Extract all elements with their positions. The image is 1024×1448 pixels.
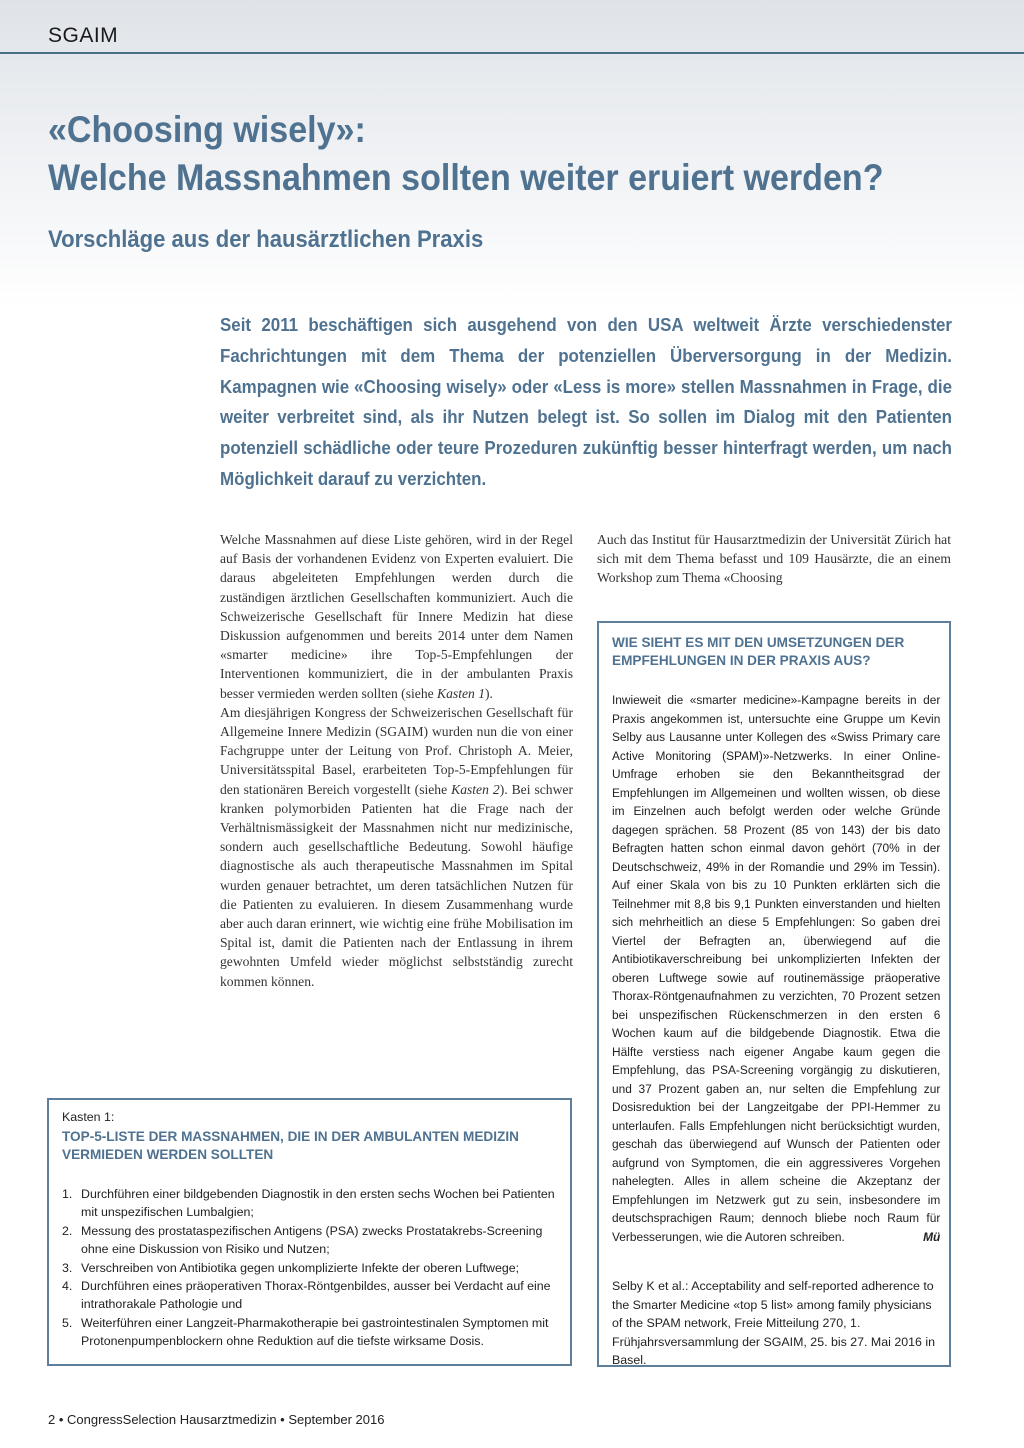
- info-box-implementation: [597, 621, 951, 1367]
- kasten-label: Kasten 1:: [62, 1110, 115, 1124]
- body-paragraph: Welche Massnahmen auf diese Liste gehören, wird in der Regel auf Basis der vorhandenen Evidenz von Experten evaluiert. Die daraus abgeleiteten Empfehlungen werden durch die zuständigen ärztlichen Gesellschaften kommuniziert. Auch die Schweizerische Gesellschaft für Innere Medizin hat diese Diskussion aufgenommen und bereits 2014 unter dem Namen «smarter medicine» ihre Top-5-Empfehlungen der Interventionen kommuniziert, die in der ambulanten Praxis besser vermieden werden sollten (siehe Kasten 1).: [220, 532, 573, 701]
- body-column-left: [220, 530, 573, 991]
- header-bar: [0, 0, 1024, 52]
- recommendation-list: [62, 1185, 562, 1351]
- body-paragraph: Am diesjährigen Kongress der Schweizerischen Gesellschaft für Allgemeine Innere Medizin (SGAIM) wurden nun die von einer Fachgruppe unter der Leitung von Prof. Christoph A. Meier, Universitätsspital Basel, erarbeiteten Top-5-Empfehlungen für den stationären Bereich vorgestellt (siehe Kasten 2). Bei schwer kranken polymorbiden Patienten hat die Frage nach der Verhältnismässigkeit der Massnahmen nicht nur medizinische, sondern auch gesellschaftliche Bedeutung. Sowohl häufige diagnostische als auch therapeutische Massnahmen im Spital wurden genauer betrachtet, um deren tatsächlichen Nutzen für die Patienten zu evaluieren. In diesem Zusammenhang wurde aber auch daran erinnert, wie wichtig eine frühe Mobilisation im Spital ist, damit die Patienten nach der Entlassung in ihrem gewohnten Umfeld wieder möglichst selbstständig zurecht kommen können.: [220, 704, 573, 989]
- page-subtitle: Vorschläge aus der hausärztlichen Praxis: [48, 226, 484, 253]
- list-item: 1. Durchführen einer bildgebenden Diagnostik in den ersten sechs Wochen bei Patienten mit unspezifischen Lumbalgien;: [62, 1187, 555, 1220]
- body-column-right: [597, 530, 951, 588]
- info-box-body: Inwieweit die «smarter medicine»-Kampagne bereits in der Praxis angekommen ist, untersuchte eine Gruppe um Kevin Selby aus Lausanne unter Kollegen des «Swiss Primary care Active Monitoring (SPAM)»-Netzwerks. In einer Online-Umfrage erhoben sie den Bekanntheitsgrad der Empfehlungen im Allgemeinen und wollten wissen, ob diese im Einzelnen auch befolgt werden oder welche Gründe dagegen sprächen. 58 Prozent (85 von 143) der bis dato Befragten hatten schon einmal davon gehört (70% in der Deutschschweiz, 49% in der Romandie und 29% im Tessin). Auf einer Skala von bis zu 10 Punkten erklärten sich die Teilnehmer mit 8,8 bis 9,1 Punkten einverstanden und hielten sich mehrheitlich an diese 5 Empfehlungen: So gaben drei Viertel der Befragten an, überwiegend auf die Antibiotikaverschreibung bei unkomplizierten Infekten der oberen Luftwege sowie auf routinemässige präoperative Thorax-Röntgenaufnahmen zu verzichten, 70 Prozent setzen bei unspezifischen Rückenschmerzen in den ersten 6 Wochen kaum auf die bildgebende Diagnostik. Etwa die Hälfte verstiess nach eigener Angabe kaum gegen die Empfehlung, das PSA-Screening vorgängig zu diskutieren, und 37 Prozent gaben an, nur selten die Empfehlung zur Dosisreduktion bei der Langzeitgabe der PPI-Hemmer zu unterlaufen. Falls Empfehlungen nicht berücksichtigt wurden, geschah das überwiegend auf Wunsch der Patienten oder aufgrund von Symptomen, die ein aggressiveres Vorgehen nahelegten. Alles in allem scheine die Akzeptanz der Empfehlungen im Netzwerk gut zu sein, insbesondere im deutschsprachigen Raum; dennoch bliebe noch Raum für Verbesserungen, wie die Autoren schreiben. Mü: [612, 691, 940, 1246]
- author-signature: Mü: [923, 1229, 941, 1244]
- info-box-heading: WIE SIEHT ES MIT DEN UMSETZUNGEN DER EMPFEHLUNGEN IN DER PRAXIS AUS?: [612, 635, 905, 668]
- title-line-2: Welche Massnahmen sollten weiter eruiert werden?: [48, 157, 884, 198]
- box-reference-link: Kasten 2: [451, 781, 500, 797]
- list-item: 4. Durchführen eines präoperativen Thorax-Röntgenbildes, ausser bei Verdacht auf eine intrathorakale Pathologie und: [62, 1279, 551, 1312]
- page-footer: 2 • CongressSelection Hausarztmedizin • September 2016: [48, 1412, 385, 1427]
- list-item: 5. Weiterführen einer Langzeit-Pharmakotherapie bei gastrointestinalen Symptomen mit Protonenpumpenblockern ohne Reduktion auf die tiefste wirksame Dosis.: [62, 1315, 549, 1349]
- kasten-1-box: [47, 1098, 572, 1366]
- box-reference-link: Kasten 1: [437, 685, 486, 701]
- list-item: 2. Messung des prostataspezifischen Antigens (PSA) zwecks Prostatakrebs-Screening ohne eine Diskussion von Risiko und Nutzen;: [62, 1223, 543, 1257]
- kasten-heading: TOP-5-LISTE DER MASSNAHMEN, DIE IN DER AMBULANTEN MEDIZIN VERMIEDEN WERDEN SOLLTEN: [62, 1129, 519, 1162]
- list-item: 3. Verschreiben von Antibiotika gegen unkomplizierte Infekte der oberen Luftwege;: [62, 1260, 520, 1275]
- page-title: [48, 106, 931, 202]
- section-label: SGAIM: [48, 24, 119, 47]
- header-rule: [0, 52, 1024, 54]
- title-line-1: «Choosing wisely»:: [48, 109, 366, 150]
- lead-paragraph: Seit 2011 beschäftigen sich ausgehend von den USA weltweit Ärzte verschiedenster Fachrichtungen mit dem Thema der potenziellen Überversorgung in der Medizin. Kampagnen wie «Choosing wisely» oder «Less is more» stellen Massnahmen in Frage, die weiter verbreitet sind, als ihr Nutzen belegt ist. So sollen im Dialog mit den Patienten potenziell schädliche oder teure Prozeduren zukünftig besser hinterfragt werden, um nach Möglichkeit darauf zu verzichten.: [220, 314, 952, 489]
- body-paragraph: Auch das Institut für Hausarztmedizin der Universität Zürich hat sich mit dem Thema befasst und 109 Hausärzte, die an einem Workshop zum Thema «Choosing: [597, 532, 951, 586]
- reference-citation: Selby K et al.: Acceptability and self-reported adherence to the Smarter Medicine «top 5 list» among family physicians of the SPAM network, Freie Mitteilung 270, 1. Frühjahrsversammlung der SGAIM, 25. bis 27. Mai 2016 in Basel.: [612, 1279, 935, 1367]
